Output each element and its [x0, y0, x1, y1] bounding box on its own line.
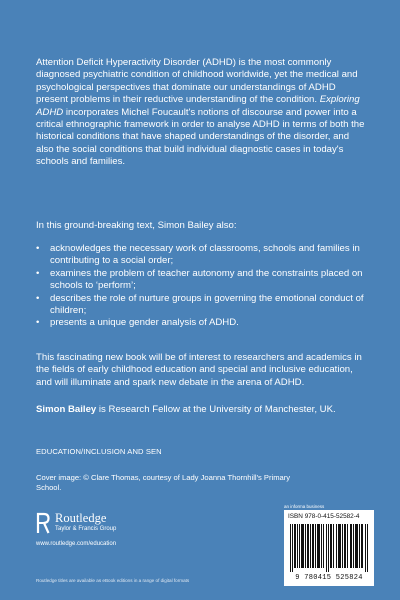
informa-tag: an informa business [284, 504, 325, 509]
bullet-item: • describes the role of nurture groups in governing the emotional conduct of children; [36, 293, 376, 318]
author-bio-text: is Research Fellow at the University of Manchester, UK. [96, 404, 336, 415]
publisher-url: www.routledge.com/education [36, 541, 117, 547]
publisher-logo [36, 510, 176, 558]
bullet-item: • presents a unique gender analysis of ADHD. [36, 317, 376, 329]
intro-text-part2: incorporates Michel Foucault's notions of discourse and power into a critical ethnographic framework in order to analyse ADHD in terms of both the historical conditions that have shaped understandings of the disorder, and also the social conditions that build individual diagnostic cases in today's schools and families. [36, 106, 365, 168]
book-title: Exploring ADHD [36, 94, 360, 118]
bullet-list [36, 243, 376, 330]
barcode-bars [290, 524, 368, 572]
intro-paragraph [36, 57, 366, 169]
bullet-item: • acknowledges the necessary work of classrooms, schools and families in contributing to a social order; [36, 243, 376, 268]
ebook-footnote: Routledge titles are available as eBook editions in a range of digital formats [36, 578, 190, 583]
bullet-item: • examines the problem of teacher autonomy and the constraints placed on schools to ‘perform’; [36, 268, 376, 293]
intro-text-part1: Attention Deficit Hyperactivity Disorder (ADHD) is the most commonly diagnosed psychiatric condition of childhood worldwide, yet the medical and psychological perspectives that dominate our understandings of ADHD present problems in their reductive understanding of the condition. [36, 57, 358, 106]
publisher-name: Routledge [55, 511, 107, 525]
subject-category: EDUCATION/INCLUSION AND SEN [36, 447, 162, 456]
routledge-r-icon [36, 512, 50, 534]
audience-paragraph: This fascinating new book will be of interest to researchers and academics in the fields of early childhood education and special and inclusive education, and will illuminate and spark new debate in the arena of ADHD. [36, 352, 362, 388]
barcode [284, 510, 374, 586]
author-name: Simon Bailey [36, 404, 97, 415]
cover-credit: Cover image: © Clare Thomas, courtesy of Lady Joanna Thornhill's Primary School. [36, 473, 291, 492]
publisher-group: Taylor & Francis Group [55, 526, 117, 532]
author-bio [36, 404, 366, 416]
barcode-number: 9 780415 525824 [295, 574, 363, 582]
isbn-label: ISBN 978-0-415-52582-4 [288, 513, 360, 520]
bullets-intro: In this ground-breaking text, Simon Bailey also: [36, 220, 237, 231]
